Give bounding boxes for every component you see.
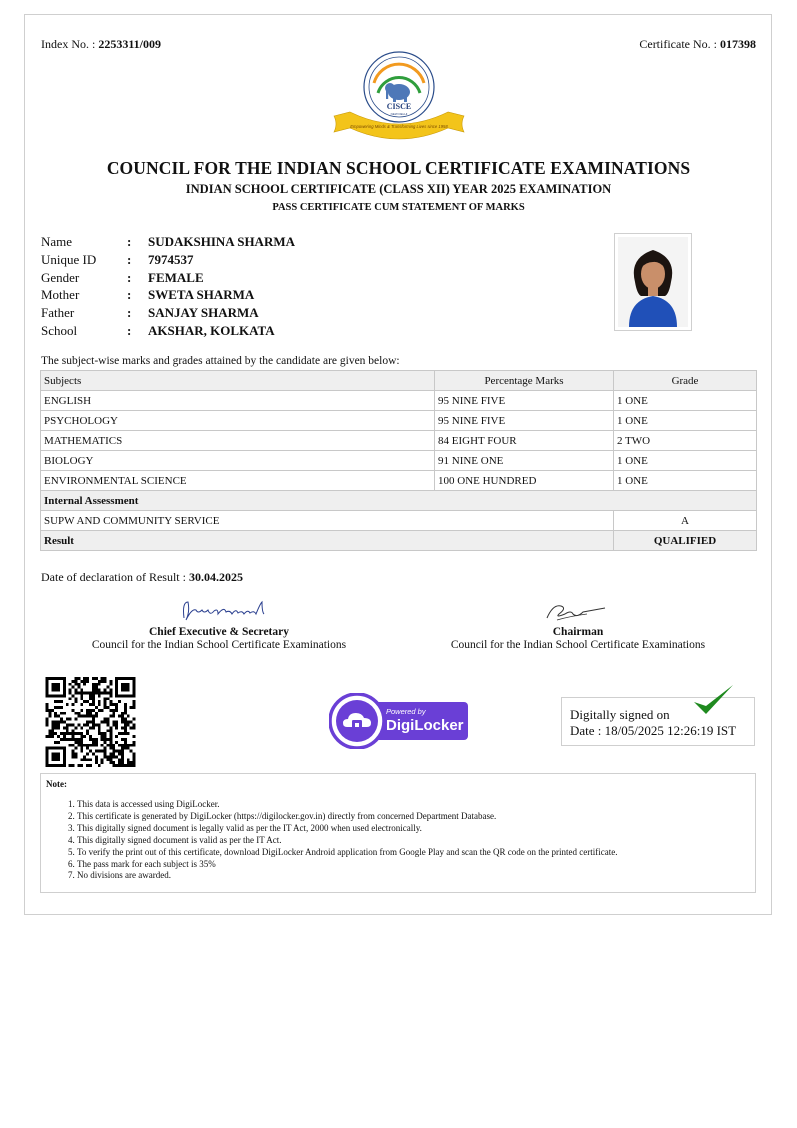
- certificate-value: 017398: [720, 37, 756, 51]
- digilocker-powered: Powered by: [386, 707, 426, 716]
- certificate-title: PASS CERTIFICATE CUM STATEMENT OF MARKS: [272, 202, 525, 213]
- index-label: Index No. :: [41, 37, 96, 51]
- note-item: 1. This data is accessed using DigiLocker.: [77, 799, 617, 811]
- exam-title: INDIAN SCHOOL CERTIFICATE (CLASS XII) YEAR 2025 EXAMINATION: [185, 182, 612, 196]
- supw-subject: SUPW AND COMMUNITY SERVICE: [41, 511, 614, 531]
- candidate-father: SANJAY SHARMA: [148, 305, 259, 321]
- grade-cell: 2 TWO: [614, 431, 757, 451]
- name-row: [41, 233, 295, 251]
- grade-cell: 1 ONE: [614, 391, 757, 411]
- grade-cell: 1 ONE: [614, 451, 757, 471]
- header-grade: Grade: [614, 371, 757, 391]
- gender-row: [41, 269, 295, 287]
- candidate-gender: FEMALE: [148, 269, 204, 285]
- marks-cell: 84 EIGHT FOUR: [435, 431, 614, 451]
- candidate-info: [41, 233, 295, 340]
- colon: :: [127, 251, 132, 267]
- subject-cell: BIOLOGY: [41, 451, 435, 471]
- name-label: Name: [41, 234, 73, 249]
- secretary-block: [60, 626, 378, 651]
- note-item: 2. This certificate is generated by DigiLocker (https://digilocker.gov.in) directly from concerned Department Database.: [77, 811, 617, 823]
- result-row: [41, 531, 757, 551]
- council-title: COUNCIL FOR THE INDIAN SCHOOL CERTIFICATE EXAMINATIONS: [106, 158, 691, 178]
- header-percentage-marks: Percentage Marks: [435, 371, 614, 391]
- table-row: [41, 411, 757, 431]
- chairman-block: [418, 626, 738, 651]
- svg-text:NEW DELHI: NEW DELHI: [390, 112, 408, 116]
- mother-row: [41, 286, 295, 304]
- digitally-signed-date: Date : 18/05/2025 12:26:19 IST: [570, 723, 737, 738]
- subject-cell: MATHEMATICS: [41, 431, 435, 451]
- result-value: QUALIFIED: [614, 531, 757, 551]
- note-item: 7. No divisions are awarded.: [77, 870, 617, 882]
- table-row: [41, 391, 757, 411]
- index-number: [41, 37, 161, 52]
- index-value: 2253311/009: [98, 37, 161, 51]
- note-item: 5. To verify the print out of this certificate, download DigiLocker Android application from Google Play and scan the QR code on the printed certificate.: [77, 847, 617, 859]
- candidate-photo: [614, 233, 692, 331]
- notes-list: [53, 799, 617, 882]
- uid-row: [41, 251, 295, 269]
- school-row: [41, 322, 295, 340]
- candidate-school: AKSHAR, KOLKATA: [148, 322, 275, 338]
- table-row: [41, 451, 757, 471]
- gender-label: Gender: [41, 269, 80, 285]
- grade-cell: 1 ONE: [614, 411, 757, 431]
- colon: :: [127, 305, 132, 321]
- supw-grade: A: [614, 511, 757, 531]
- secretary-role: Chief Executive & Secretary: [149, 626, 289, 638]
- marks-intro: The subject-wise marks and grades attained by the candidate are given below:: [41, 355, 400, 367]
- note-item: 3. This digitally signed document is legally valid as per the IT Act, 2000 when used electronically.: [77, 823, 617, 835]
- digilocker-name: DigiLocker: [386, 717, 464, 734]
- mother-label: Mother: [41, 287, 80, 303]
- uid-label: Unique ID: [41, 251, 97, 267]
- chairman-org: Council for the Indian School Certificate Examinations: [450, 639, 706, 651]
- certificate-number: [639, 37, 756, 52]
- qr-code[interactable]: [45, 677, 136, 767]
- secretary-org: Council for the Indian School Certificate Examinations: [91, 639, 347, 651]
- colon: :: [127, 234, 132, 249]
- subject-cell: ENGLISH: [41, 391, 435, 411]
- marks-cell: 100 ONE HUNDRED: [435, 471, 614, 491]
- check-icon: [690, 682, 736, 718]
- declaration-label: Date of declaration of Result :: [41, 570, 186, 584]
- marks-cell: 95 NINE FIVE: [435, 391, 614, 411]
- supw-row: [41, 511, 757, 531]
- father-label: Father: [41, 305, 75, 321]
- certificate-label: Certificate No. :: [639, 37, 717, 51]
- marks-cell: 91 NINE ONE: [435, 451, 614, 471]
- marks-table: [40, 370, 757, 551]
- colon: :: [127, 287, 132, 303]
- svg-text:Empowering Minds & Transformin: Empowering Minds & Transforming Lives since 1958: [350, 124, 448, 129]
- candidate-uid: 7974537: [148, 251, 194, 267]
- secretary-signature: [178, 598, 270, 624]
- internal-assessment-row: [41, 491, 757, 511]
- grade-cell: 1 ONE: [614, 471, 757, 491]
- school-label: School: [41, 322, 78, 338]
- note-item: 4. This digitally signed document is valid as per the IT Act.: [77, 835, 617, 847]
- declaration-date: [41, 570, 243, 585]
- digilocker-badge[interactable]: [329, 693, 469, 749]
- header-subjects: Subjects: [41, 371, 435, 391]
- marks-cell: 95 NINE FIVE: [435, 411, 614, 431]
- digitally-signed-label: Digitally signed on: [570, 707, 670, 722]
- father-row: [41, 304, 295, 322]
- notes-title: Note:: [46, 779, 67, 789]
- subject-cell: ENVIRONMENTAL SCIENCE: [41, 471, 435, 491]
- table-row: [41, 431, 757, 451]
- candidate-mother: SWETA SHARMA: [148, 287, 255, 303]
- result-label: Result: [41, 531, 614, 551]
- candidate-name: SUDAKSHINA SHARMA: [148, 234, 295, 249]
- internal-assessment-label: Internal Assessment: [41, 491, 757, 511]
- chairman-role: Chairman: [552, 626, 604, 638]
- cisce-logo: [330, 50, 468, 142]
- table-header: [41, 371, 757, 391]
- notes-box: [40, 773, 756, 893]
- chairman-signature: [543, 600, 609, 624]
- colon: :: [127, 269, 132, 285]
- note-item: 6. The pass mark for each subject is 35%: [77, 859, 617, 871]
- table-row: [41, 471, 757, 491]
- colon: :: [127, 322, 132, 338]
- logo-text: CISCE: [386, 102, 412, 111]
- declaration-value: 30.04.2025: [188, 570, 243, 584]
- subject-cell: PSYCHOLOGY: [41, 411, 435, 431]
